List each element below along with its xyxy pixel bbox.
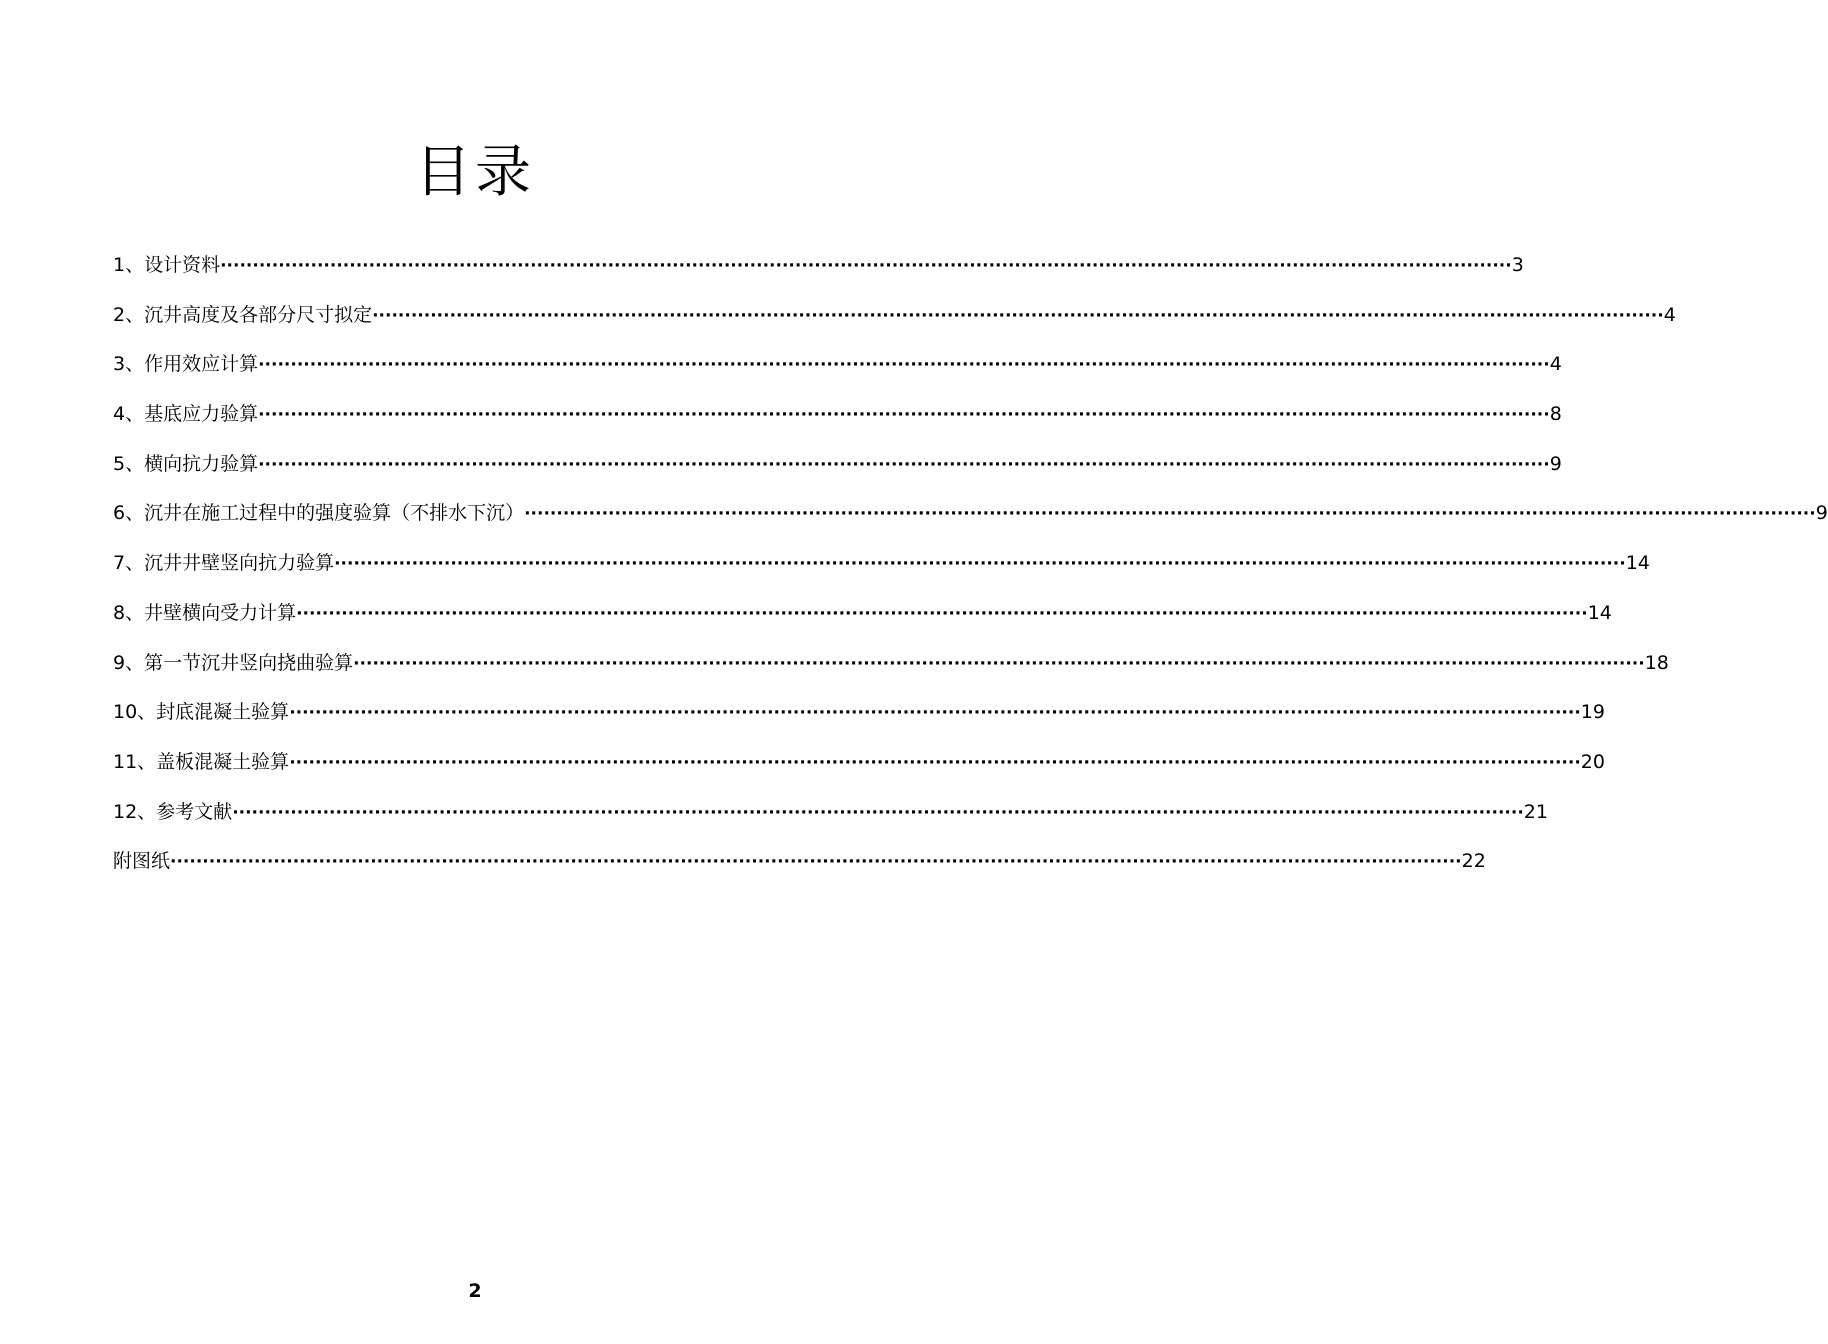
toc-entry-page: 3 <box>1511 254 1524 276</box>
toc-dot-leader: ········································································································································································································ <box>289 703 1581 724</box>
toc-entry[interactable] <box>113 650 1669 700</box>
toc-entry-page: 18 <box>1644 651 1669 674</box>
toc-entry-label: 附图纸 <box>113 850 171 873</box>
toc-entry-page: 22 <box>1461 850 1486 873</box>
toc-dot-leader: ········································································································································································································ <box>353 653 1645 674</box>
toc-entry-label: 4、基底应力验算 <box>113 403 259 426</box>
toc-dot-leader: ········································································································································································································ <box>232 802 1524 823</box>
toc-entry-label: 3、作用效应计算 <box>113 353 259 376</box>
toc-entry-page: 19 <box>1580 701 1605 724</box>
toc-entry[interactable] <box>113 699 1605 749</box>
toc-entry-label: 12、参考文献 <box>113 800 233 823</box>
toc-entry-page: 20 <box>1580 750 1605 773</box>
toc-entry-page: 14 <box>1625 552 1650 575</box>
toc-entry[interactable] <box>113 848 1486 898</box>
toc-entry-label: 9、第一节沉井竖向挠曲验算 <box>113 651 354 674</box>
toc-entry-label: 7、沉井井壁竖向抗力验算 <box>113 552 335 575</box>
toc-dot-leader: ········································································································································································································ <box>296 603 1588 624</box>
toc-entry-page: 4 <box>1549 353 1562 376</box>
toc-entry-label: 6、沉井在施工过程中的强度验算（不排水下沉） <box>113 502 525 525</box>
table-of-contents <box>113 252 1828 898</box>
page-title: 目录 <box>415 140 535 205</box>
toc-entry[interactable] <box>113 749 1605 799</box>
toc-dot-leader: ········································································································································································································ <box>220 256 1512 276</box>
toc-dot-leader: ········································································································································································································ <box>372 305 1664 326</box>
toc-entry-page: 9 <box>1549 452 1562 475</box>
toc-entry[interactable] <box>113 799 1548 849</box>
toc-entry[interactable] <box>113 451 1562 501</box>
toc-entry-page: 21 <box>1523 800 1548 823</box>
page-number: 2 <box>468 1280 482 1302</box>
toc-entry-page: 4 <box>1663 303 1676 326</box>
toc-entry-page: 14 <box>1587 601 1612 624</box>
toc-entry[interactable] <box>113 550 1650 600</box>
toc-entry[interactable] <box>113 600 1612 650</box>
toc-entry[interactable] <box>113 351 1562 401</box>
toc-entry[interactable] <box>113 302 1676 352</box>
toc-entry-page: 8 <box>1549 403 1562 426</box>
toc-dot-leader: ········································································································································································································ <box>258 405 1550 426</box>
toc-entry-label: 11、盖板混凝土验算 <box>113 750 290 773</box>
toc-dot-leader: ········································································································································································································ <box>289 752 1581 773</box>
toc-entry-page: 9 <box>1815 502 1828 525</box>
toc-entry-label: 10、封底混凝土验算 <box>113 701 290 724</box>
toc-entry-label: 5、横向抗力验算 <box>113 452 259 475</box>
toc-dot-leader: ········································································································································································································ <box>334 554 1626 575</box>
toc-entry-label: 2、沉井高度及各部分尺寸拟定 <box>113 303 373 326</box>
toc-dot-leader: ········································································································································································································ <box>258 454 1550 475</box>
toc-entry[interactable] <box>113 500 1828 550</box>
toc-entry-label: 8、井壁横向受力计算 <box>113 601 297 624</box>
toc-entry-label: 1、设计资料 <box>113 254 221 276</box>
toc-entry[interactable] <box>113 401 1562 451</box>
toc-dot-leader: ········································································································································································································ <box>524 504 1816 525</box>
toc-dot-leader: ········································································································································································································ <box>170 852 1462 873</box>
toc-dot-leader: ········································································································································································································ <box>258 355 1550 376</box>
toc-entry[interactable] <box>113 252 1524 302</box>
